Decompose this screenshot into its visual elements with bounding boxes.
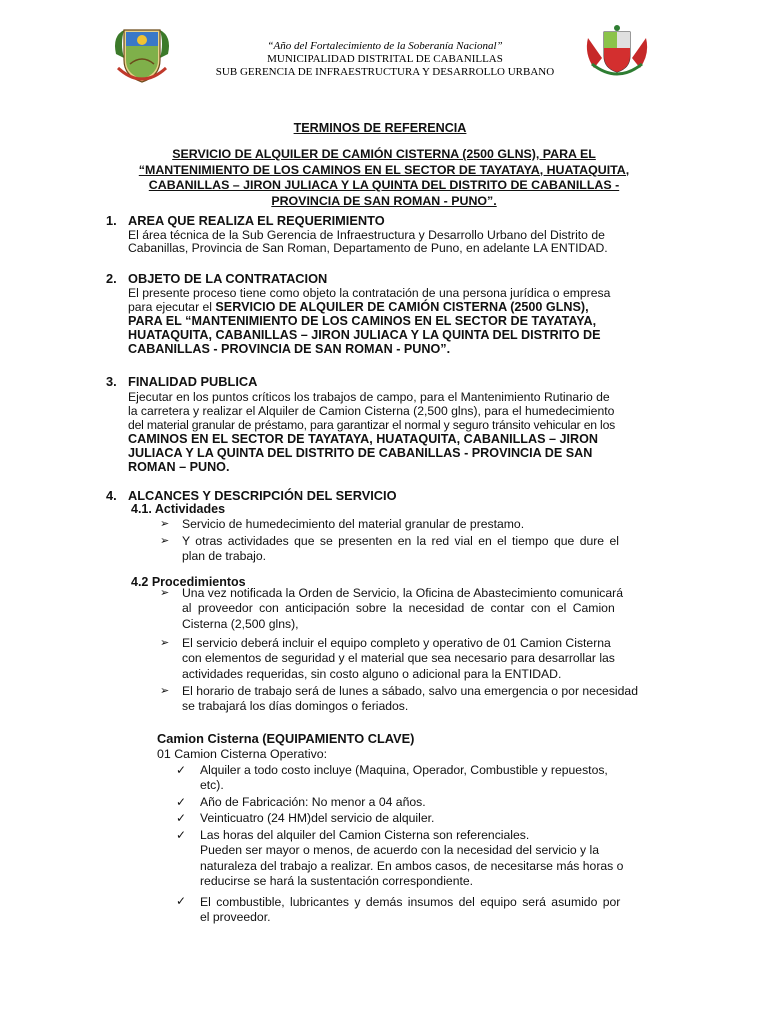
list-item-line: plan de trabajo.: [182, 549, 267, 564]
header-municipality: MUNICIPALIDAD DISTRITAL DE CABANILLAS: [267, 53, 503, 65]
list-item-line: Una vez notificada la Orden de Servicio, la Oficina de Abastecimiento comunicará: [182, 586, 624, 600]
section-title: ALCANCES Y DESCRIPCIÓN DEL SERVICIO: [128, 488, 397, 503]
list-item-line: actividades requeridas, sin costo alguno o adicional para la ENTIDAD.: [182, 666, 562, 681]
list-item-line: El horario de trabajo será de lunes a sábado, salvo una emergencia o por necesidad: [182, 684, 638, 698]
service-title-line: SERVICIO DE ALQUILER DE CAMIÓN CISTERNA (2500 GLNS), PARA EL: [172, 147, 596, 161]
list-item-line: con elementos de seguridad y el material que sea necesario para desarrollar las: [182, 651, 615, 666]
section-2-body: [128, 286, 658, 356]
service-title: [108, 147, 660, 209]
section-number: 1.: [106, 213, 117, 228]
paragraph-line: El presente proceso tiene como objeto la contratación de una persona jurídica o empresa: [128, 286, 611, 300]
paragraph-text: para ejecutar el: [128, 300, 216, 314]
equipment-title: Camion Cisterna (EQUIPAMIENTO CLAVE): [157, 731, 415, 746]
list-item-line: al proveedor con anticipación sobre la necesidad de contar con el Camion: [182, 601, 615, 616]
document-header: [150, 40, 620, 79]
equipment-item-text: [200, 763, 658, 794]
paragraph-bold-line: PARA EL “MANTENIMIENTO DE LOS CAMINOS EN EL SECTOR DE TAYATAYA,: [128, 314, 597, 328]
document-title: TERMINOS DE REFERENCIA: [293, 121, 467, 135]
list-item-text: [182, 586, 658, 632]
list-item-line: Veinticuatro (24 HM)del servicio de alquiler.: [200, 811, 435, 825]
list-item-text: [182, 636, 658, 682]
paragraph-line: Cabanillas, Provincia de San Roman, Departamento de Puno, en adelante LA ENTIDAD.: [128, 241, 608, 256]
section-number: 2.: [106, 271, 117, 286]
paragraph-line: El área técnica de la Sub Gerencia de Infraestructura y Desarrollo Urbano del Distrito de: [128, 228, 605, 242]
list-item-line: naturaleza del trabajo a realizar. En ambos casos, de necesitarse más horas o: [200, 858, 624, 873]
check-icon: ✓: [176, 811, 187, 825]
equipment-item-text: [200, 795, 658, 810]
arrow-bullet-icon: ➢: [160, 587, 170, 599]
arrow-bullet-icon: ➢: [160, 685, 170, 697]
equipment-item-text: [200, 895, 658, 926]
header-subgerencia: SUB GERENCIA DE INFRAESTRUCTURA Y DESARROLLO URBANO: [215, 66, 555, 78]
list-item-line: Servicio de humedecimiento del material granular de prestamo.: [182, 517, 525, 531]
list-item-text: [182, 534, 658, 565]
paragraph-bold-line: ROMAN – PUNO.: [128, 460, 230, 474]
paragraph-bold-line: CABANILLAS - PROVINCIA DE SAN ROMAN - PUNO”.: [128, 342, 451, 356]
arrow-bullet-icon: ➢: [160, 637, 170, 649]
list-item-line: Año de Fabricación: No menor a 04 años.: [200, 795, 426, 809]
equipment-intro: 01 Camion Cisterna Operativo:: [157, 747, 328, 761]
arrow-bullet-icon: ➢: [160, 518, 170, 530]
paragraph-bold-text: SERVICIO DE ALQUILER DE CAMIÓN CISTERNA (2500 GLNS),: [215, 300, 589, 314]
section-number: 3.: [106, 374, 117, 389]
list-item-line: se trabajará los días domingos o feriados.: [182, 699, 409, 714]
subsection-4-1-title: 4.1. Actividades: [131, 502, 226, 516]
section-title: OBJETO DE LA CONTRATACION: [128, 271, 328, 286]
header-year-motto: “Año del Fortalecimiento de la Soberanía Nacional”: [267, 40, 503, 52]
check-icon: ✓: [176, 795, 187, 809]
list-item-line: reducirse se hará la sustentación correspondiente.: [200, 874, 474, 889]
paragraph-line: [128, 300, 658, 314]
check-icon: ✓: [176, 828, 187, 842]
paragraph-bold-line: JULIACA Y LA QUINTA DEL DISTRITO DE CABANILLAS - PROVINCIA DE SAN: [128, 446, 593, 460]
list-item-text: [182, 684, 658, 715]
arrow-bullet-icon: ➢: [160, 535, 170, 547]
section-3-body: [128, 390, 658, 474]
list-item-line: El combustible, lubricantes y demás insumos del equipo será asumido por: [200, 895, 621, 909]
list-item-line: etc).: [200, 778, 224, 793]
check-icon: ✓: [176, 763, 187, 777]
equipment-item-text: [200, 811, 658, 826]
service-title-line: CABANILLAS – JIRON JULIACA Y LA QUINTA DEL DISTRITO DE CABANILLAS -: [148, 178, 620, 192]
section-1-body: [128, 229, 658, 256]
paragraph-line: del material granular de préstamo, para garantizar el normal y seguro tránsito vehicular en los: [128, 418, 616, 432]
service-title-line: PROVINCIA DE SAN ROMAN - PUNO”.: [271, 193, 497, 208]
section-number: 4.: [106, 488, 117, 503]
list-item-line: Pueden ser mayor o menos, de acuerdo con la necesidad del servicio y la: [200, 843, 600, 858]
list-item-line: Cisterna (2,500 glns),: [182, 616, 299, 631]
list-item-line: el proveedor.: [200, 910, 271, 925]
list-item-line: Y otras actividades que se presenten en la red vial en el tiempo que dure el: [182, 534, 619, 548]
paragraph-line: Ejecutar en los puntos críticos los trabajos de campo, para el Mantenimiento Rutinario de: [128, 390, 610, 404]
check-icon: ✓: [176, 894, 187, 908]
paragraph-bold-line: CAMINOS EN EL SECTOR DE TAYATAYA, HUATAQUITA, CABANILLAS – JIRON: [128, 432, 598, 446]
service-title-line: “MANTENIMIENTO DE LOS CAMINOS EN EL SECTOR DE TAYATAYA, HUATAQUITA,: [138, 162, 630, 177]
list-item-line: El servicio deberá incluir el equipo completo y operativo de 01 Camion Cisterna: [182, 636, 611, 650]
list-item-line: Alquiler a todo costo incluye (Maquina, Operador, Combustible y repuestos,: [200, 763, 608, 777]
paragraph-line: la carretera y realizar el Alquiler de Camion Cisterna (2,500 glns), para el humedecimiento: [128, 404, 615, 418]
subsection-4-2-title: 4.2 Procedimientos: [131, 575, 246, 589]
list-item-text: [182, 517, 658, 532]
section-title: AREA QUE REALIZA EL REQUERIMIENTO: [128, 213, 385, 228]
paragraph-bold-line: HUATAQUITA, CABANILLAS – JIRON JULIACA Y LA QUINTA DEL DISTRITO DE: [128, 328, 601, 342]
equipment-item-text: [200, 828, 658, 890]
section-title: FINALIDAD PUBLICA: [128, 374, 258, 389]
list-item-line: Las horas del alquiler del Camion Cisterna son referenciales.: [200, 828, 530, 842]
